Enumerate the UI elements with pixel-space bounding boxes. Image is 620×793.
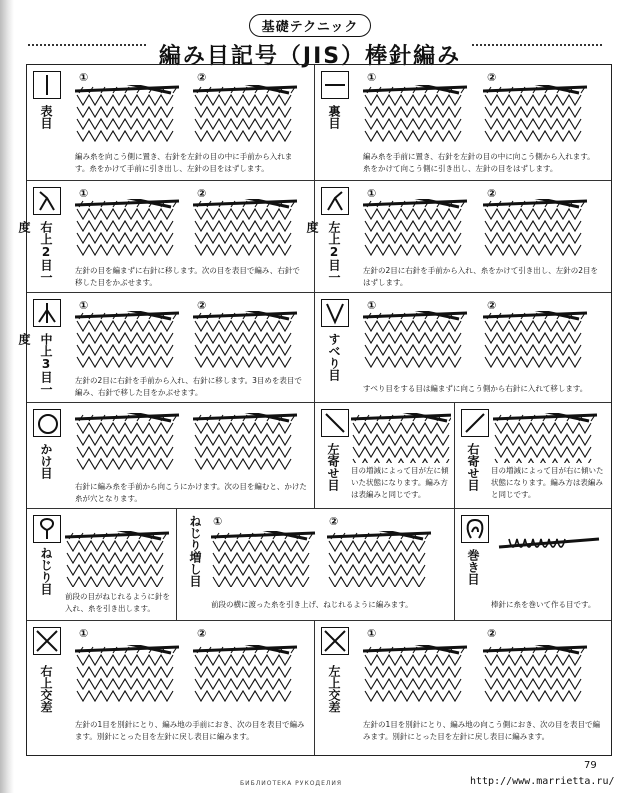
cell-purl xyxy=(315,65,611,181)
cell-right-decrease xyxy=(17,181,315,293)
cell-wrap xyxy=(455,509,611,621)
cell-center-decrease xyxy=(17,293,315,403)
yarn-over-step-1-illustration xyxy=(75,413,187,475)
page-title: 編み目記号（JIS）棒針編み xyxy=(158,44,462,69)
step-1-marker: ① xyxy=(213,515,223,528)
step-2-marker: ② xyxy=(487,299,497,312)
chain-ornament-left xyxy=(28,44,146,48)
cell-right-cross xyxy=(27,621,315,755)
page-binding-shadow xyxy=(0,0,14,793)
cell-description: 前段の横に渡った糸を引き上げ、ねじれるように編みます。 xyxy=(211,600,413,609)
cell-description: 目の増減によって目が左に傾いた状態になります。編み方は表編みと同じです。 xyxy=(351,466,449,499)
cell-label: 左上交差 xyxy=(327,665,341,713)
cell-knit xyxy=(27,65,315,181)
wrap-illustration xyxy=(495,533,605,573)
twisted-illustration xyxy=(65,531,171,587)
cell-label: ねじり増し目 xyxy=(188,515,202,587)
cell-label: 右上交差 xyxy=(39,665,53,713)
chain-ornament-right xyxy=(472,44,602,48)
step-1-marker: ① xyxy=(367,71,377,84)
right-cross-step-1-illustration xyxy=(75,645,187,707)
left-decrease-step-1-illustration xyxy=(363,199,475,261)
footer-credit: БИБЛИОТЕКА РУКОДЕЛИЯ xyxy=(240,780,343,787)
cell-description: 左針の1目を別針にとり、編み地の手前におき、次の目を表目で編みます。別針にとった目を左針に戻し表目に編みます。 xyxy=(75,720,305,741)
right-decrease-step-2-illustration xyxy=(193,199,305,261)
cell-description: すべり目をする目は編まずに向こう側から右針に入れて移します。 xyxy=(363,384,588,393)
center-3-tog-symbol xyxy=(33,299,61,327)
cell-label: 中上3目一度 xyxy=(17,333,53,395)
step-1-marker: ① xyxy=(79,627,89,640)
cell-description: 編み糸を手前に置き、右針を左針の目の中に向こう側から入れます。糸をかけて向こう側に引き出し、左針の目をはずします。 xyxy=(363,152,595,173)
step-2-marker: ② xyxy=(197,299,207,312)
cell-label: すべり目 xyxy=(327,333,341,381)
left-2-tog-symbol xyxy=(321,187,349,215)
step-1-marker: ① xyxy=(79,187,89,200)
watermark-url: http://www.marrietta.ru/ xyxy=(470,776,615,787)
cell-description: 左針の2目に右針を手前から入れ、糸をかけて引き出し、左針の2目をはずします。 xyxy=(363,266,598,287)
twisted-increase-step-1-illustration xyxy=(211,531,317,587)
cell-label: 表目 xyxy=(39,105,53,129)
step-2-marker: ② xyxy=(487,187,497,200)
left-lean-symbol xyxy=(321,409,349,437)
right-cross-symbol xyxy=(33,627,61,655)
knit-step-1-illustration xyxy=(75,85,187,147)
cell-label: 裏目 xyxy=(327,105,341,129)
cell-label: かけ目 xyxy=(39,443,53,479)
cell-left-decrease xyxy=(305,181,611,293)
twisted-increase-step-2-illustration xyxy=(327,531,439,587)
step-2-marker: ② xyxy=(329,515,339,528)
cell-description: 右針に編み糸を手前から向こうにかけます。次の目を編むと、かけた糸が穴となります。 xyxy=(75,482,307,503)
cell-label: 巻き目 xyxy=(466,549,480,585)
yarn-over-symbol xyxy=(33,409,61,437)
cell-description: 目の増減によって目が右に傾いた状態になります。編み方は表編みと同じです。 xyxy=(491,466,604,499)
twisted-stitch-symbol xyxy=(33,515,61,543)
cell-yarn-over xyxy=(27,403,315,509)
slip-step-1-illustration xyxy=(363,311,475,373)
step-1-marker: ① xyxy=(367,187,377,200)
center-decrease-step-2-illustration xyxy=(193,311,305,373)
step-2-marker: ② xyxy=(197,627,207,640)
cell-left-cross xyxy=(315,621,611,755)
cell-label: 左寄せ目 xyxy=(326,443,340,491)
yarn-over-step-2-illustration xyxy=(193,413,305,475)
purl-symbol xyxy=(321,71,349,99)
knit-symbol xyxy=(33,71,61,99)
step-2-marker: ② xyxy=(487,71,497,84)
cell-label: 右上2目一度 xyxy=(17,221,53,283)
cell-slip xyxy=(315,293,611,403)
cell-right-lean xyxy=(455,403,611,509)
left-decrease-step-2-illustration xyxy=(483,199,595,261)
left-cross-symbol xyxy=(321,627,349,655)
left-cross-step-2-illustration xyxy=(483,645,595,707)
step-1-marker: ① xyxy=(79,299,89,312)
right-cross-step-2-illustration xyxy=(193,645,305,707)
step-1-marker: ① xyxy=(79,71,89,84)
cell-description: 左針の1目を別針にとり、編み地の向こう側におき、次の目を表目で編みます。別針にとった目を左針に戻し表目に編みます。 xyxy=(363,720,600,741)
slip-stitch-symbol xyxy=(321,299,349,327)
left-cross-step-1-illustration xyxy=(363,645,475,707)
cell-left-lean xyxy=(315,403,455,509)
step-2-marker: ② xyxy=(197,71,207,84)
cell-description: 編み糸を向こう側に置き、右針を左針の目の中に手前から入れます。糸をかけて手前に引き出し、左針の目をはずします。 xyxy=(75,152,293,173)
knit-step-2-illustration xyxy=(193,85,305,147)
purl-step-1-illustration xyxy=(363,85,475,147)
section-subtitle: 基礎テクニック xyxy=(249,14,372,37)
right-lean-illustration xyxy=(493,413,605,463)
right-lean-symbol xyxy=(461,409,489,437)
step-1-marker: ① xyxy=(367,627,377,640)
left-lean-illustration xyxy=(351,413,451,463)
cell-twisted-increase xyxy=(177,509,455,621)
right-decrease-step-1-illustration xyxy=(75,199,187,261)
purl-step-2-illustration xyxy=(483,85,595,147)
cell-description: 棒針に糸を巻いて作る目です。 xyxy=(491,600,596,609)
cell-twisted xyxy=(27,509,177,621)
right-2-tog-symbol xyxy=(33,187,61,215)
center-decrease-step-1-illustration xyxy=(75,311,187,373)
stitch-symbol-grid xyxy=(17,64,612,756)
step-2-marker: ② xyxy=(487,627,497,640)
wrap-cast-on-symbol xyxy=(461,515,489,543)
step-1-marker: ① xyxy=(367,299,377,312)
slip-step-2-illustration xyxy=(483,311,595,373)
cell-label: ねじり目 xyxy=(39,547,53,595)
cell-label: 左上2目一度 xyxy=(305,221,341,283)
step-2-marker: ② xyxy=(197,187,207,200)
cell-description: 左針の2目に右針を手前から入れ、右針に移します。3目めを表目で編み、右針で移した目をかぶせます。 xyxy=(75,376,302,397)
cell-description: 左針の目を編まずに右針に移します。次の目を表目で編み、右針で移した目をかぶせます。 xyxy=(75,266,300,287)
cell-label: 右寄せ目 xyxy=(466,443,480,491)
cell-description: 前段の目がねじれるように針を入れ、糸を引き出します。 xyxy=(65,592,170,613)
page-number: 79 xyxy=(584,760,597,771)
